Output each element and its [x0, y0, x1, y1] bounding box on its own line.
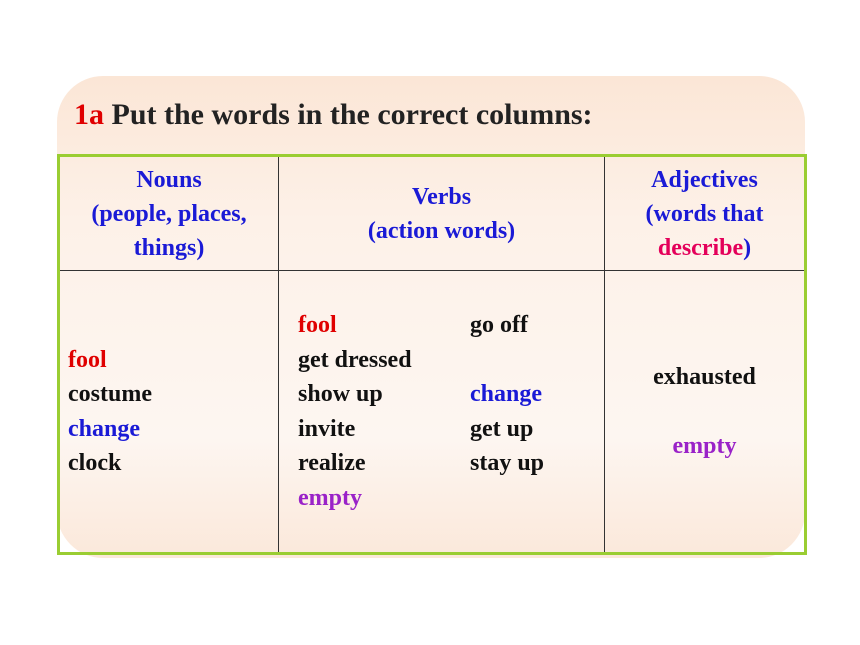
- verb-item: fool: [298, 312, 337, 338]
- page-title: [74, 98, 593, 132]
- answer-row: [59, 271, 806, 554]
- verbs-header: [279, 156, 605, 271]
- noun-item: costume: [68, 381, 152, 407]
- verbs-answers: [279, 271, 605, 554]
- empty-slot: [470, 343, 600, 378]
- verbs-grid: [279, 308, 604, 515]
- noun-item: change: [68, 415, 140, 442]
- nouns-header-desc-2: things): [133, 234, 205, 261]
- title-text: Put the words in the correct columns:: [111, 98, 593, 131]
- noun-item: fool: [68, 346, 107, 373]
- header-row: [59, 156, 806, 271]
- empty-slot: [470, 481, 600, 516]
- verbs-header-desc: (action words): [367, 217, 516, 244]
- adjective-item: empty: [672, 432, 737, 459]
- adjectives-answers: [605, 271, 806, 554]
- title-number: 1a: [74, 98, 104, 131]
- closing-paren: ): [743, 234, 752, 261]
- adjectives-header-desc-2: [605, 231, 804, 265]
- empty-slot: [605, 394, 804, 429]
- adjectives-header: [605, 156, 806, 271]
- verb-item: realize: [298, 450, 366, 476]
- verb-item: get dressed: [298, 346, 412, 373]
- verb-item: show up: [298, 381, 383, 407]
- word-columns-table: [57, 154, 807, 555]
- nouns-header-title: Nouns: [136, 166, 202, 193]
- verb-item: invite: [298, 415, 356, 442]
- verbs-header-title: Verbs: [411, 183, 472, 210]
- nouns-header-desc-1: (people, places,: [91, 200, 247, 227]
- verb-item: stay up: [470, 450, 545, 476]
- adjective-item: exhausted: [653, 363, 756, 390]
- adjectives-header-title: Adjectives: [651, 166, 758, 193]
- describe-word: describe: [657, 234, 744, 261]
- verb-item: change: [470, 381, 542, 407]
- verb-item: get up: [470, 415, 534, 442]
- verb-item: empty: [298, 484, 362, 511]
- nouns-header: [59, 156, 279, 271]
- nouns-answers: [59, 271, 279, 554]
- adjectives-header-desc-1: (words that: [645, 200, 764, 227]
- noun-item: clock: [68, 450, 122, 476]
- verb-item: go off: [470, 312, 528, 338]
